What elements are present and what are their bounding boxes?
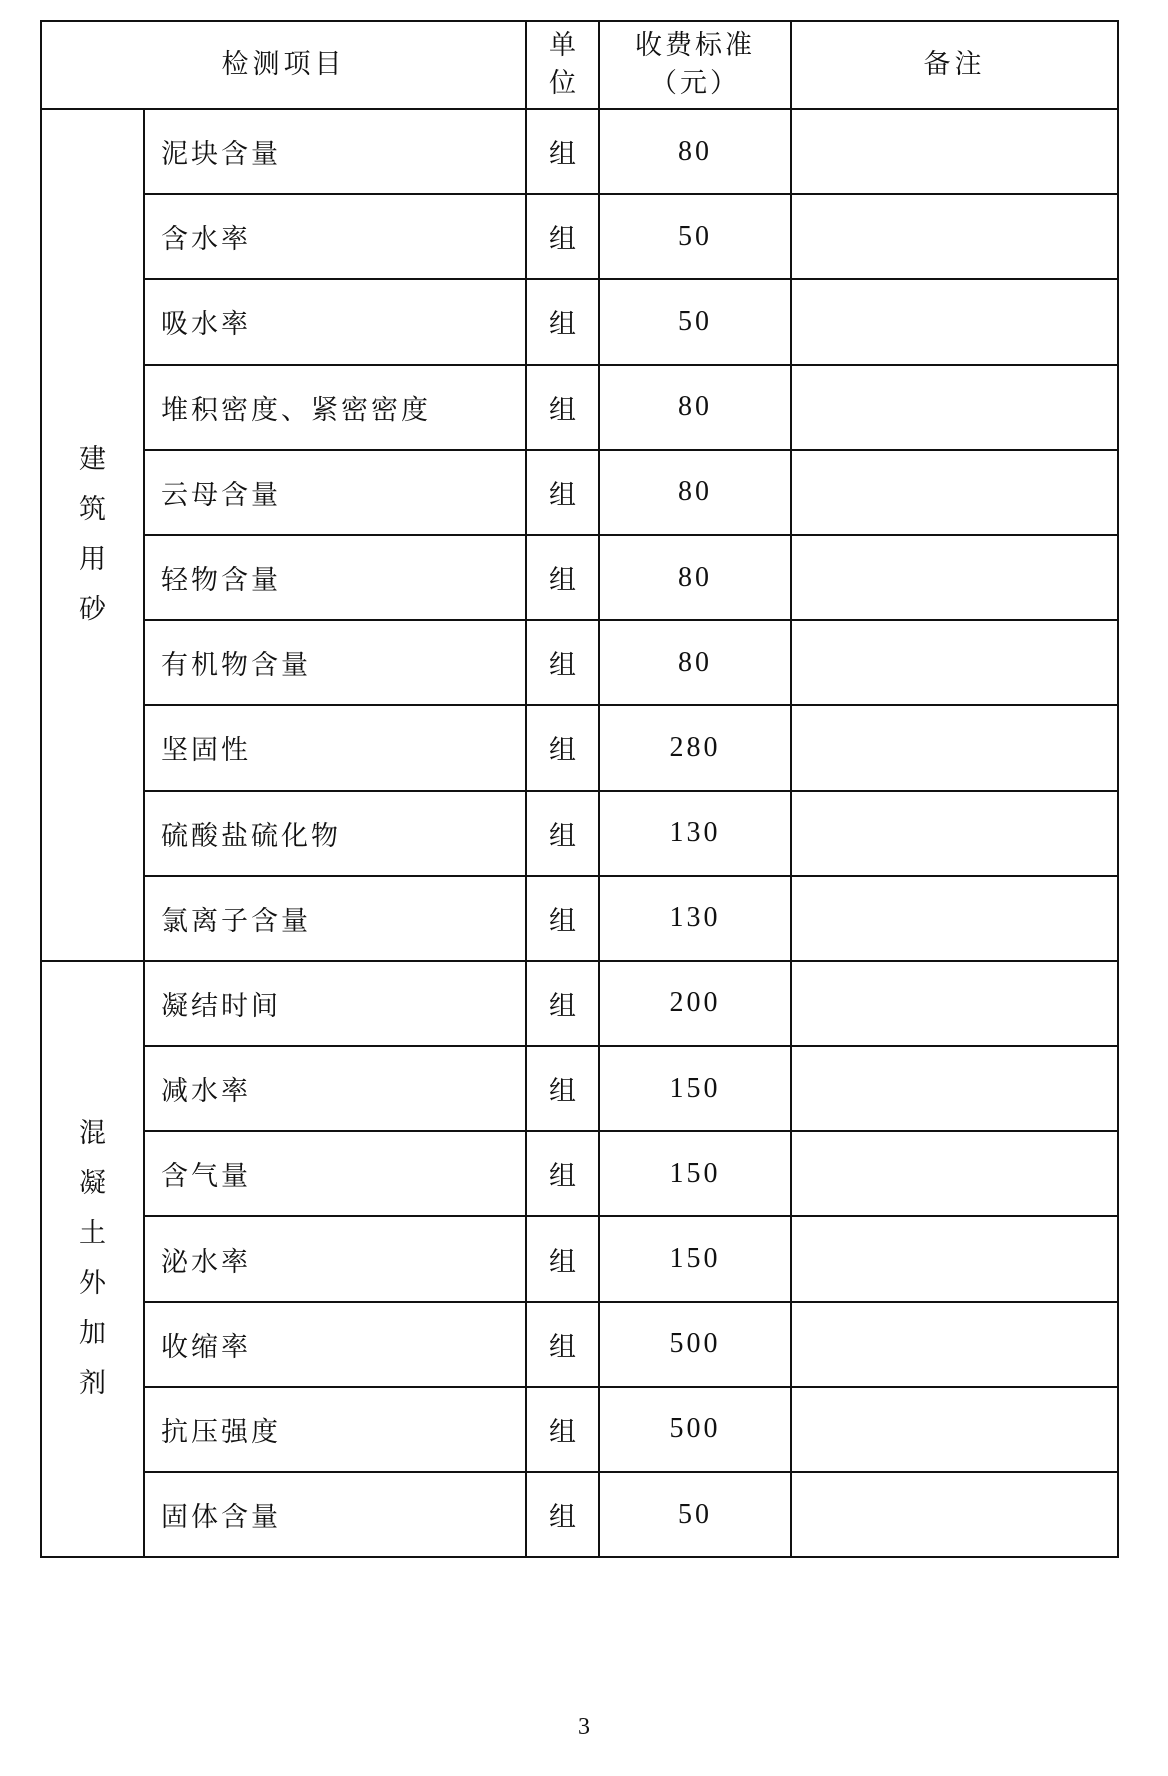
- note-cell: [791, 961, 1118, 1046]
- fee-cell: 80: [599, 365, 791, 450]
- header-item-label: 检测项目: [221, 49, 346, 80]
- fee-cell: 200: [599, 961, 791, 1046]
- note-cell: [791, 450, 1118, 535]
- item-cell: 泌水率: [144, 1216, 526, 1301]
- note-cell: [791, 1387, 1118, 1472]
- header-unit: [526, 21, 599, 109]
- unit-cell: 组: [526, 705, 599, 790]
- table-row: [41, 279, 1118, 364]
- fee-cell: 150: [599, 1046, 791, 1131]
- note-cell: [791, 279, 1118, 364]
- note-cell: [791, 109, 1118, 194]
- table-row: [41, 1387, 1118, 1472]
- table-row: [41, 535, 1118, 620]
- fee-cell: 150: [599, 1216, 791, 1301]
- fee-cell: 280: [599, 705, 791, 790]
- table-row: [41, 1216, 1118, 1301]
- unit-cell: 组: [526, 876, 599, 961]
- table-row: [41, 1302, 1118, 1387]
- page-number: 3: [578, 1714, 590, 1740]
- unit-cell: 组: [526, 620, 599, 705]
- header-fee-label: 收费标准（元）: [635, 30, 755, 99]
- unit-cell: 组: [526, 365, 599, 450]
- unit-cell: 组: [526, 1046, 599, 1131]
- unit-cell: 组: [526, 791, 599, 876]
- note-cell: [791, 876, 1118, 961]
- item-cell: 吸水率: [144, 279, 526, 364]
- table-row: [41, 194, 1118, 279]
- fee-cell: 130: [599, 876, 791, 961]
- item-cell: 有机物含量: [144, 620, 526, 705]
- note-cell: [791, 1216, 1118, 1301]
- table-row: [41, 1472, 1118, 1557]
- unit-cell: 组: [526, 961, 599, 1046]
- unit-cell: 组: [526, 109, 599, 194]
- item-cell: 泥块含量: [144, 109, 526, 194]
- note-cell: [791, 620, 1118, 705]
- table-row: [41, 365, 1118, 450]
- item-cell: 云母含量: [144, 450, 526, 535]
- unit-cell: 组: [526, 194, 599, 279]
- unit-cell: 组: [526, 450, 599, 535]
- note-cell: [791, 535, 1118, 620]
- header-note-label: 备注: [923, 49, 986, 80]
- unit-cell: 组: [526, 1472, 599, 1557]
- note-cell: [791, 1302, 1118, 1387]
- header-unit-label: 单位: [549, 30, 576, 99]
- note-cell: [791, 365, 1118, 450]
- unit-cell: 组: [526, 1131, 599, 1216]
- fee-cell: 50: [599, 194, 791, 279]
- fee-cell: 80: [599, 450, 791, 535]
- group-label-cell: [41, 961, 144, 1557]
- table-row: [41, 1131, 1118, 1216]
- group-label: 建筑用砂: [79, 443, 106, 625]
- table-row: [41, 450, 1118, 535]
- fee-cell: 150: [599, 1131, 791, 1216]
- header-item: [41, 21, 526, 109]
- table-row: [41, 109, 1118, 194]
- table-row: [41, 791, 1118, 876]
- table-body: [41, 109, 1118, 1557]
- note-cell: [791, 1131, 1118, 1216]
- header-row: [41, 21, 1118, 109]
- fee-table: [40, 20, 1119, 1558]
- item-cell: 含气量: [144, 1131, 526, 1216]
- fee-cell: 80: [599, 109, 791, 194]
- unit-cell: 组: [526, 1302, 599, 1387]
- fee-cell: 50: [599, 279, 791, 364]
- item-cell: 凝结时间: [144, 961, 526, 1046]
- table-row: [41, 620, 1118, 705]
- fee-cell: 500: [599, 1387, 791, 1472]
- fee-cell: 130: [599, 791, 791, 876]
- table-row: [41, 876, 1118, 961]
- fee-cell: 80: [599, 620, 791, 705]
- item-cell: 减水率: [144, 1046, 526, 1131]
- header-note: [791, 21, 1118, 109]
- group-label-cell: [41, 109, 144, 961]
- fee-cell: 80: [599, 535, 791, 620]
- note-cell: [791, 1046, 1118, 1131]
- item-cell: 含水率: [144, 194, 526, 279]
- fee-cell: 50: [599, 1472, 791, 1557]
- item-cell: 抗压强度: [144, 1387, 526, 1472]
- note-cell: [791, 1472, 1118, 1557]
- note-cell: [791, 194, 1118, 279]
- note-cell: [791, 791, 1118, 876]
- item-cell: 硫酸盐硫化物: [144, 791, 526, 876]
- table-row: [41, 961, 1118, 1046]
- unit-cell: 组: [526, 1387, 599, 1472]
- item-cell: 氯离子含量: [144, 876, 526, 961]
- fee-cell: 500: [599, 1302, 791, 1387]
- unit-cell: 组: [526, 279, 599, 364]
- group-label: 混凝土外加剂: [79, 1118, 106, 1400]
- item-cell: 坚固性: [144, 705, 526, 790]
- unit-cell: 组: [526, 535, 599, 620]
- item-cell: 轻物含量: [144, 535, 526, 620]
- note-cell: [791, 705, 1118, 790]
- item-cell: 收缩率: [144, 1302, 526, 1387]
- unit-cell: 组: [526, 1216, 599, 1301]
- item-cell: 固体含量: [144, 1472, 526, 1557]
- header-fee: [599, 21, 791, 109]
- item-cell: 堆积密度、紧密密度: [144, 365, 526, 450]
- table-row: [41, 705, 1118, 790]
- table-row: [41, 1046, 1118, 1131]
